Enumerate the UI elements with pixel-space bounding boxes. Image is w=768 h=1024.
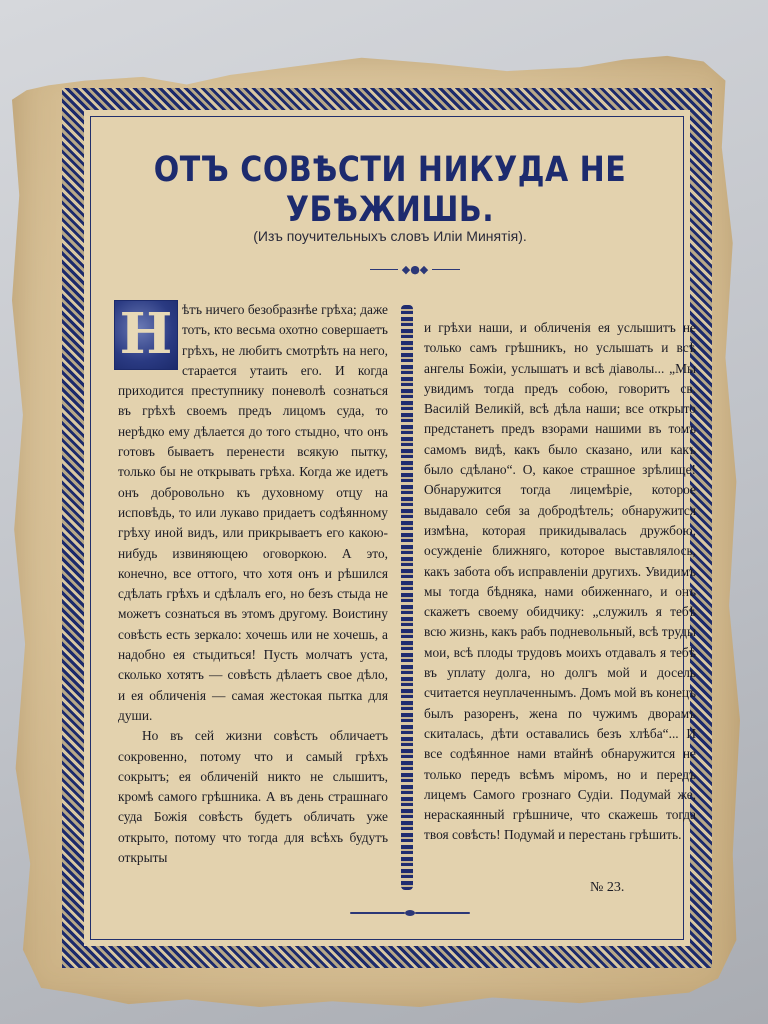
bottom-ornament bbox=[350, 910, 470, 916]
document-subtitle: (Изъ поучительныхъ словъ Иліи Минятія). bbox=[253, 228, 527, 244]
left-column bbox=[118, 300, 388, 868]
drop-cap-letter: Н bbox=[114, 300, 178, 370]
paragraph-2: Но въ сей жизни совѣсть обличаетъ сокровенно, потому что и самый грѣхъ сокрытъ; ея обличеній никто не слышитъ, кромѣ самого грѣшника. А въ день страшнаго суда Божія совѣсть будетъ обличать уже открыто, потому что тогда для всѣхъ будутъ открыты bbox=[118, 728, 388, 866]
column-divider-ornament bbox=[401, 305, 413, 890]
paragraph-1: ѣтъ ничего безобразнѣе грѣха; даже тотъ, кто весьма охотно совершаетъ грѣхъ, не любитъ смотрѣть на него, старается утаить его. И когда приходится преступнику поневолѣ сознаться въ грѣхѣ своемъ предъ лицомъ суда, то нерѣдко ему дѣлается до того стыдно, что онъ готовъ бываетъ перенести всякую пытку, только бы не открывать грѣха. Когда же идетъ онъ добровольно къ духовному отцу на исповѣдь, то или лукаво придаетъ содѣянному грѣху иной видъ, или прикрываетъ его какою-нибудь извиняющею оговоркою. А это, конечно, все оттого, что хотя онъ и рѣшился сдѣлать грѣхъ и сдѣлалъ его, но безъ стыда не можетъ сознаться въ этомъ другому. Воистину совѣсть есть зеркало: хочешь или не хочешь, а надобно ея стыдиться! Пусть молчатъ уста, сколько хотятъ — совѣсть дѣлаетъ свое дѣло, и ея обличенія — самая жестокая пытка для души. bbox=[118, 302, 388, 723]
title-ornament: ◆●◆ bbox=[360, 262, 470, 276]
document-title: ОТЪ СОВѢСТИ НИКУДА НЕ УБѢЖИШЬ. bbox=[153, 149, 627, 231]
paragraph-3: и грѣхи наши, и обличенія ея услышитъ не только самъ грѣшникъ, но услышатъ и всѣ ангелы Божіи, услышатъ и всѣ діаволы... „Мы увидимъ тогда предъ собою, говоритъ св. Василій Великій, всѣ дѣла наши; все открыто предстанетъ предъ взорами нашими въ томъ самомъ видѣ, какъ было сказано, или какъ было сдѣлано“. О, какое страшное зрѣлище! Обнаружится тогда лицемѣріе, которое выдавало себя за добродѣтель; обнаружится измѣна, которая прикидывалась дружбою, осужденіе ближняго, которое выставлялось, какъ забота объ исправленіи другихъ. Увидимъ мы тогда бѣдняка, нами обиженнаго, и онъ скажетъ своему обидчику: „служилъ я тебѣ всю жизнь, какъ рабъ подневольный, всѣ труды мои, всѣ плоды трудовъ моихъ отдавалъ я тебѣ въ уплату долга, но долгъ мой и досель считается неуплаченнымъ. Домъ мой въ конецъ былъ разоренъ, жена по чужимъ дворамъ скиталась, дѣти оставались безъ хлѣба“... И все содѣянное нами втайнѣ обнаружится не только передъ всѣмъ міромъ, но и передъ лицемъ Самого грознаго Судіи. Подумай же, нераскаянный грѣшниче, что скажешь тогда твоя совѣсть! Подумай и перестань грѣшить. bbox=[424, 320, 696, 843]
sheet-number: № 23. bbox=[590, 880, 625, 895]
right-column bbox=[424, 318, 696, 846]
